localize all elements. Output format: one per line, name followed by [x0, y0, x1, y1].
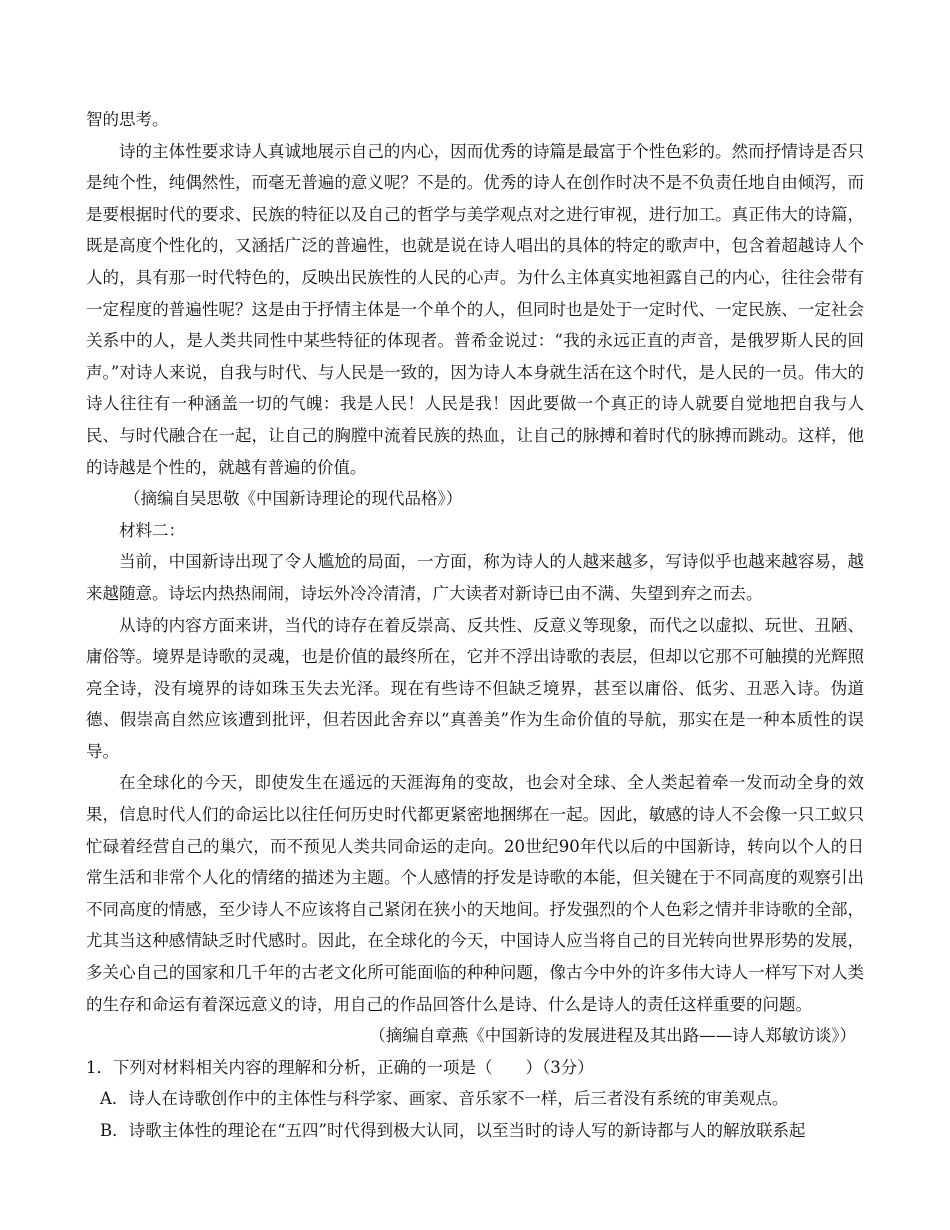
question-1-stem: 1．下列对材料相关内容的理解和分析，正确的一项是（ ）（3分） — [86, 1057, 594, 1077]
exam-page — [86, 104, 864, 1147]
material1-paragraph-1: 诗的主体性要求诗人真诚地展示自己的内心，因而优秀的诗篇是最富于个性色彩的。然而抒情诗是否只是纯个性，纯偶然性，而毫无普遍的意义呢？不是的。优秀的诗人在创作时决不是不负责任地自由倾泻，而是要根据时代的要求、民族的特征以及自己的哲学与美学观点对之进行审视，进行加工。真正伟大的诗篇，既是高度个性化的，又涵括广泛的普遍性，也就是说在诗人唱出的具体的特定的歌声中，包含着超越诗人个人的，具有那一时代特色的，反映出民族性的人民的心声。为什么主体真实地袒露自己的内心，往往会带有一定程度的普遍性呢？这是由于抒情主体是一个单个的人，但同时也是处于一定时代、一定民族、一定社会关系中的人，是人类共同性中某些特征的体现者。普希金说过：“我的永远正直的声音，是俄罗斯人民的回声。”对诗人来说，自我与时代、与人民是一致的，因为诗人本身就生活在这个时代，是人民的一员。伟大的诗人往往有一种涵盖一切的气魄：我是人民！人民是我！因此要做一个真正的诗人就要自觉地把自我与人民、与时代融合在一起，让自己的胸膛中流着民族的热血，让自己的脉搏和着时代的脉搏而跳动。这样，他的诗越是个性的，就越有普遍的价值。 — [86, 141, 864, 477]
question-1-option-a: A．诗人在诗歌创作中的主体性与科学家、画家、音乐家不一样，后三者没有系统的审美观点。 — [100, 1089, 789, 1109]
material1-paragraph-0: 智的思考。 — [86, 110, 169, 129]
material2-source: （摘编自章燕《中国新诗的发展进程及其出路——诗人郑敏访谈》） — [369, 1026, 856, 1046]
question-1-option-b: B．诗歌主体性的理论在“五四”时代得到极大认同，以至当时的诗人写的新诗都与人的解放联系起 — [100, 1121, 806, 1140]
material2-paragraph-1: 当前，中国新诗出现了令人尴尬的局面，一方面，称为诗人的人越来越多，写诗似乎也越来越容易，越来越随意。诗坛内热热闹闹，诗坛外冷冷清清，广大读者对新诗已由不满、失望到弃之而去。 — [86, 552, 864, 603]
material1-source: （摘编自吴思敬《中国新诗理论的现代品格》） — [123, 489, 463, 509]
material2-label: 材料二： — [119, 520, 185, 540]
material2-paragraph-2: 从诗的内容方面来讲，当代的诗存在着反崇高、反共性、反意义等现象，而代之以虚拟、玩世、丑陋、庸俗等。境界是诗歌的灵魂，也是价值的最终所在，它并不浮出诗歌的表层，但却以它那不可触摸的光辉照亮全诗，没有境界的诗如珠玉失去光泽。现在有些诗不但缺乏境界，甚至以庸俗、低劣、丑恶入诗。伪道德、假崇高自然应该遭到批评，但若因此舍弃以“真善美”作为生命价值的导航，那实在是一种本质性的误导。 — [86, 615, 864, 761]
material2-paragraph-3: 在全球化的今天，即使发生在遥远的天涯海角的变故，也会对全球、全人类起着牵一发而动全身的效果，信息时代人们的命运比以往任何历史时代都更紧密地捆绑在一起。因此，敏感的诗人不会像一只工蚁只忙碌着经营自己的巢穴，而不预见人类共同命运的走向。20世纪90年代以后的中国新诗，转向以个人的日常生活和非常个人化的情绪的描述为主题。个人感情的抒发是诗歌的本能，但关键在于不同高度的观察引出不同高度的情感，至少诗人不应该将自己紧闭在狭小的天地间。抒发强烈的个人色彩之情并非诗歌的全部，尤其当这种感情缺乏时代感时。因此，在全球化的今天，中国诗人应当将自己的目光转向世界形势的发展，多关心自己的国家和几千年的古老文化所可能面临的种种问题，像古今中外的许多伟大诗人一样写下对人类的生存和命运有着深远意义的诗，用自己的作品回答什么是诗、什么是诗人的责任这样重要的问题。 — [86, 773, 864, 1014]
